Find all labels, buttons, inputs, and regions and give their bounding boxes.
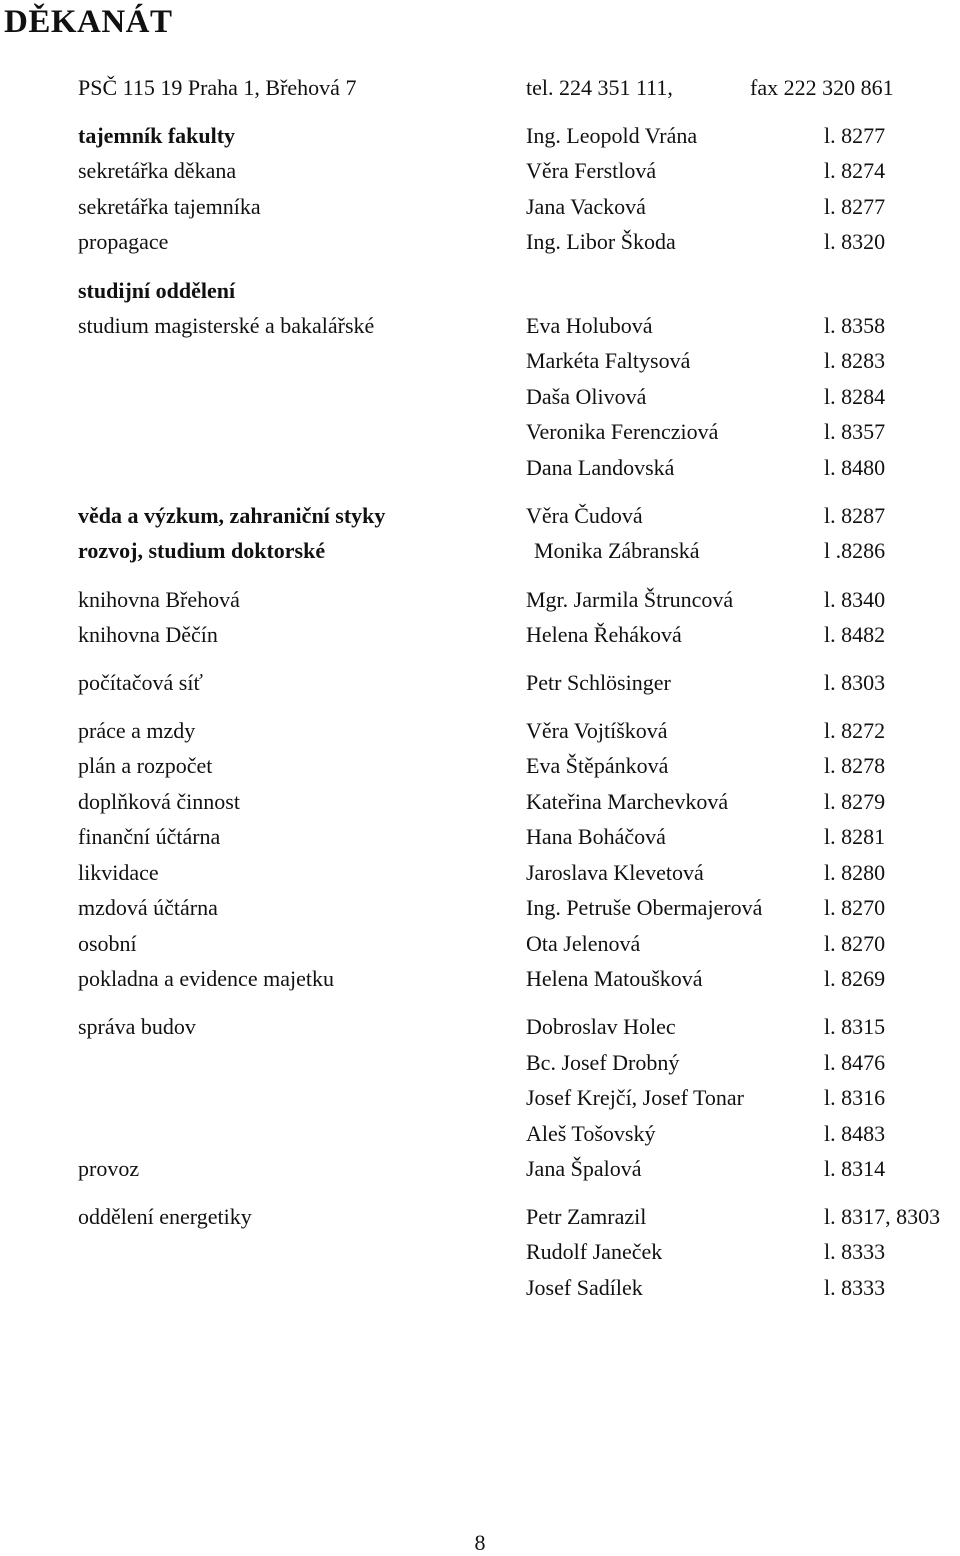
row-extension: l. 8287 xyxy=(824,503,886,528)
table-row xyxy=(0,1154,960,1184)
row-name: Ing. Leopold Vrána xyxy=(526,123,698,148)
table-row xyxy=(0,1273,960,1303)
row-name: Ota Jelenová xyxy=(526,931,641,956)
row-name: Petr Zamrazil xyxy=(526,1204,647,1229)
row-extension: l. 8315 xyxy=(824,1014,886,1039)
row-extension: l. 8278 xyxy=(824,753,886,778)
row-name: Věra Vojtíšková xyxy=(526,718,668,743)
row-extension: l. 8277 xyxy=(824,123,886,148)
row-extension: l. 8317, 8303 xyxy=(824,1204,941,1229)
row-extension: l. 8303 xyxy=(824,670,886,695)
table-row xyxy=(0,858,960,888)
row-name: Helena Matoušková xyxy=(526,966,703,991)
table-row xyxy=(0,620,960,650)
row-extension: l. 8274 xyxy=(824,158,886,183)
row-name: Ing. Libor Škoda xyxy=(526,229,676,254)
table-row xyxy=(0,311,960,341)
row-label: doplňková činnost xyxy=(78,789,240,814)
row-name: Jana Špalová xyxy=(526,1156,642,1181)
row-label: sekretářka děkana xyxy=(78,158,237,183)
table-row xyxy=(0,716,960,746)
table-row xyxy=(0,668,960,698)
table-row xyxy=(0,1012,960,1042)
row-name: Josef Krejčí, Josef Tonar xyxy=(526,1085,744,1110)
row-extension: l. 8270 xyxy=(824,931,886,956)
page-number: 8 xyxy=(474,1530,486,1555)
table-row xyxy=(0,787,960,817)
row-extension: l. 8357 xyxy=(824,419,886,444)
table-row xyxy=(0,417,960,447)
table-row xyxy=(0,585,960,615)
row-name: Mgr. Jarmila Štruncová xyxy=(526,587,734,612)
row-label: tajemník fakulty xyxy=(78,123,236,148)
table-row xyxy=(0,382,960,412)
row-label: mzdová účtárna xyxy=(78,895,218,920)
row-name: Veronika Ferencziová xyxy=(526,419,719,444)
row-label: věda a výzkum, zahraniční styky xyxy=(78,503,386,528)
table-row xyxy=(0,1083,960,1113)
row-extension: l. 8476 xyxy=(824,1050,886,1075)
table-row xyxy=(0,501,960,531)
row-extension: l. 8270 xyxy=(824,895,886,920)
row-name: Jaroslava Klevetová xyxy=(526,860,704,885)
row-extension: l. 8314 xyxy=(824,1156,886,1181)
row-name: Eva Štěpánková xyxy=(526,753,669,778)
address-street: PSČ 115 19 Praha 1, Břehová 7 xyxy=(78,75,357,100)
row-extension: l. 8284 xyxy=(824,384,886,409)
row-extension: l. 8320 xyxy=(824,229,886,254)
table-row xyxy=(0,536,960,566)
row-extension: l. 8272 xyxy=(824,718,886,743)
row-extension: l. 8333 xyxy=(824,1239,886,1264)
row-name: Petr Schlösinger xyxy=(526,670,671,695)
section-label: studijní oddělení xyxy=(78,278,236,303)
row-name: Josef Sadílek xyxy=(526,1275,643,1300)
row-label: sekretářka tajemníka xyxy=(78,194,261,219)
row-extension: l. 8483 xyxy=(824,1121,886,1146)
row-name: Jana Vacková xyxy=(526,194,646,219)
row-label: finanční účtárna xyxy=(78,824,221,849)
row-label: plán a rozpočet xyxy=(78,753,213,778)
row-name: Věra Čudová xyxy=(526,503,643,528)
table-row xyxy=(0,1202,960,1232)
row-label: pokladna a evidence majetku xyxy=(78,966,334,991)
row-name: Rudolf Janeček xyxy=(526,1239,663,1264)
row-label: správa budov xyxy=(78,1014,196,1039)
page-title: DĚKANÁT xyxy=(4,4,173,40)
row-extension: l. 8269 xyxy=(824,966,886,991)
address-fax: fax 222 320 861 xyxy=(750,75,894,100)
row-extension: l. 8283 xyxy=(824,348,886,373)
table-row xyxy=(0,751,960,781)
table-row xyxy=(0,121,960,151)
row-label: propagace xyxy=(78,229,169,254)
row-label: knihovna Děčín xyxy=(78,622,218,647)
row-name: Helena Řeháková xyxy=(526,622,682,647)
row-label: provoz xyxy=(78,1156,140,1181)
table-row xyxy=(0,346,960,376)
row-name: Aleš Tošovský xyxy=(526,1121,656,1146)
table-row xyxy=(0,929,960,959)
row-name: Hana Boháčová xyxy=(526,824,666,849)
table-row xyxy=(0,1119,960,1149)
table-row xyxy=(0,893,960,923)
row-extension: l. 8480 xyxy=(824,455,886,480)
row-extension: l. 8358 xyxy=(824,313,886,338)
table-row xyxy=(0,156,960,186)
row-name: Bc. Josef Drobný xyxy=(526,1050,680,1075)
address-line xyxy=(0,73,960,103)
row-label: oddělení energetiky xyxy=(78,1204,252,1229)
row-name: Ing. Petruše Obermajerová xyxy=(526,895,763,920)
row-label: rozvoj, studium doktorské xyxy=(78,538,326,563)
row-extension: l. 8340 xyxy=(824,587,886,612)
row-extension: l. 8316 xyxy=(824,1085,886,1110)
row-name: Dobroslav Holec xyxy=(526,1014,676,1039)
row-extension: l. 8333 xyxy=(824,1275,886,1300)
row-name: Monika Zábranská xyxy=(534,538,700,563)
row-name: Věra Ferstlová xyxy=(526,158,657,183)
row-extension: l. 8277 xyxy=(824,194,886,219)
row-name: Kateřina Marchevková xyxy=(526,789,729,814)
row-label: likvidace xyxy=(78,860,159,885)
row-label: počítačová síť xyxy=(78,670,203,695)
row-label: studium magisterské a bakalářské xyxy=(78,313,375,338)
row-name: Markéta Faltysová xyxy=(526,348,691,373)
row-name: Dana Landovská xyxy=(526,455,675,480)
row-extension: l. 8279 xyxy=(824,789,886,814)
row-label: knihovna Břehová xyxy=(78,587,240,612)
table-row xyxy=(0,964,960,994)
address-tel: tel. 224 351 111, xyxy=(526,75,673,100)
row-name: Eva Holubová xyxy=(526,313,653,338)
table-row xyxy=(0,1237,960,1267)
row-label: osobní xyxy=(78,931,137,956)
table-row xyxy=(0,227,960,257)
row-extension: l. 8482 xyxy=(824,622,886,647)
table-row xyxy=(0,453,960,483)
row-name: Daša Olivová xyxy=(526,384,647,409)
row-extension: l. 8281 xyxy=(824,824,886,849)
row-extension: l .8286 xyxy=(824,538,886,563)
section-heading xyxy=(0,276,960,306)
table-row xyxy=(0,822,960,852)
table-row xyxy=(0,1048,960,1078)
row-extension: l. 8280 xyxy=(824,860,886,885)
table-row xyxy=(0,192,960,222)
row-label: práce a mzdy xyxy=(78,718,196,743)
